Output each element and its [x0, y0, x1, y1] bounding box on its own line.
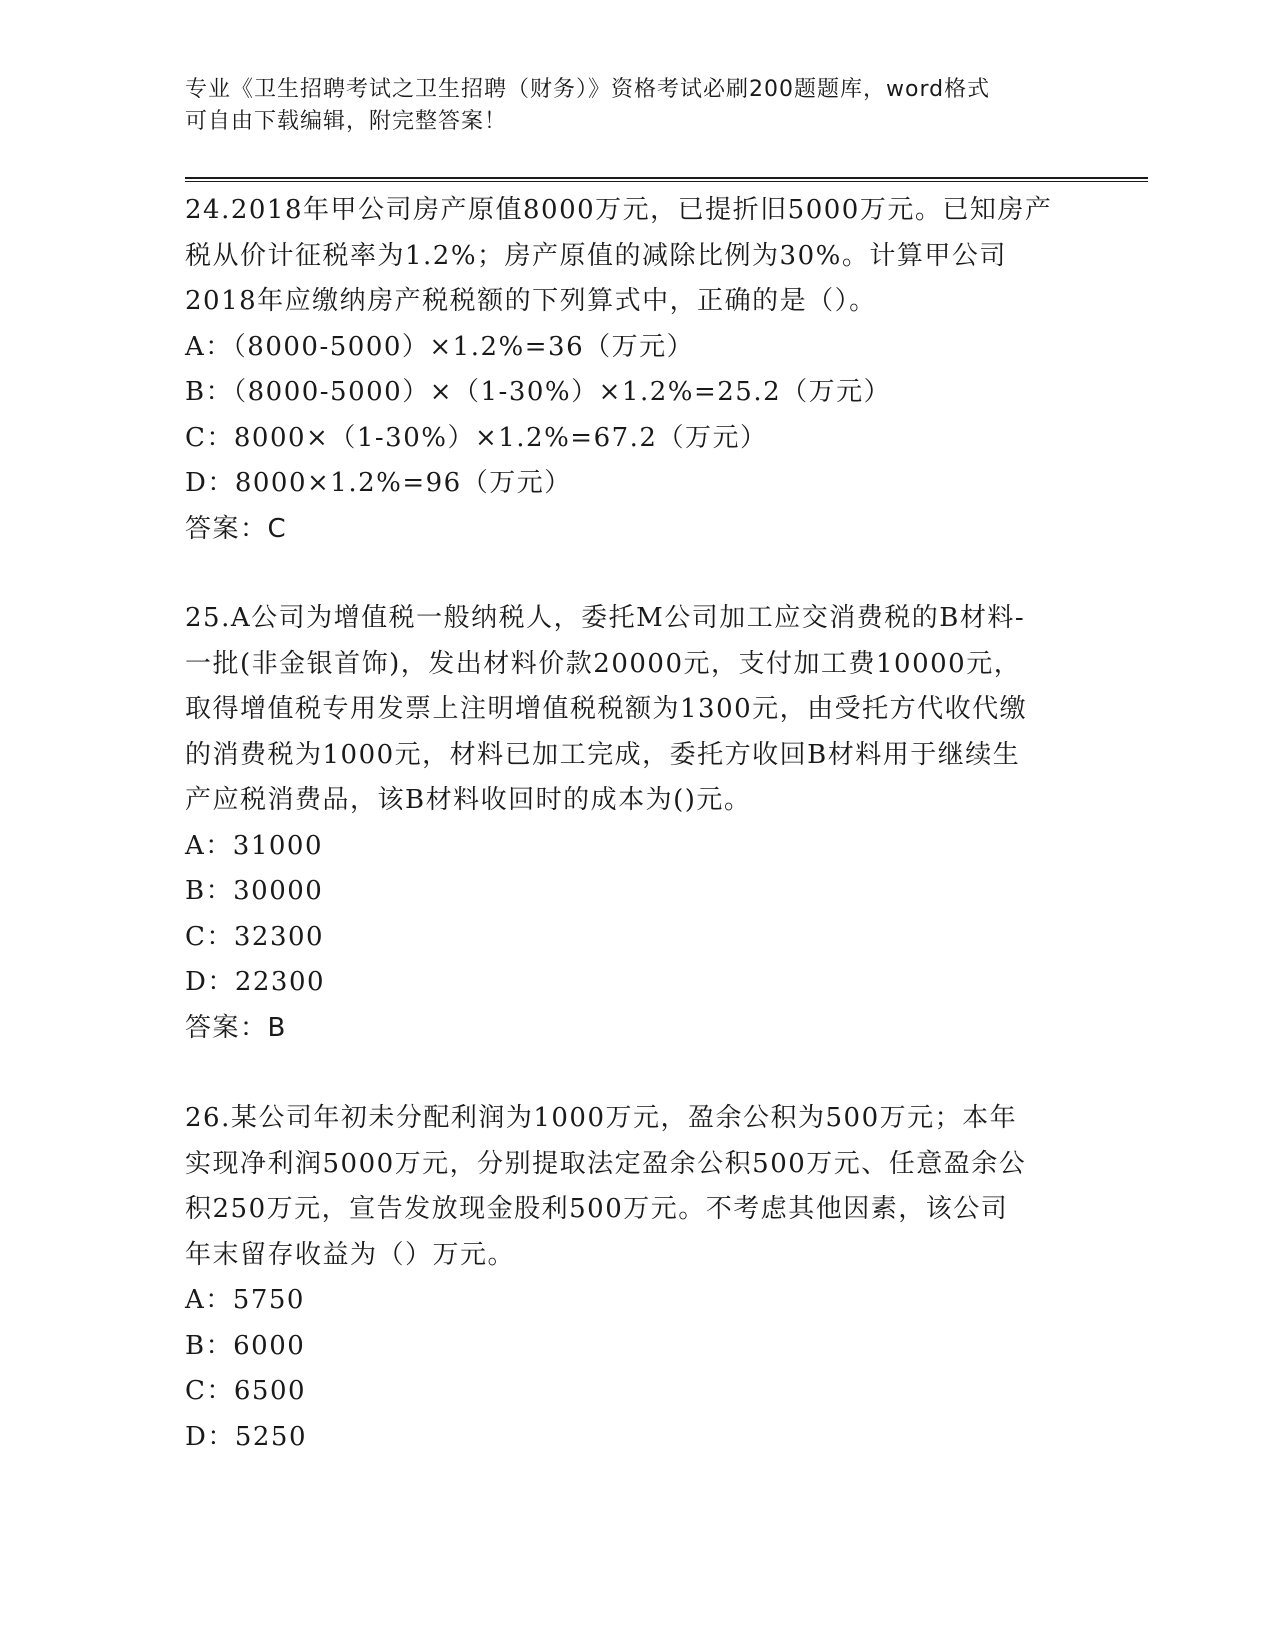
option-a: A：（8000-5000）×1.2%=36（万元）: [185, 331, 695, 362]
header-line-1: 专业《卫生招聘考试之卫生招聘（财务）》资格考试必刷200题题库，word格式: [185, 77, 991, 102]
option-b: B：6000: [185, 1330, 306, 1361]
option-a: A：5750: [185, 1285, 305, 1315]
question-line: 实现净利润5000万元，分别提取法定盈余公积500万元、任意盈余公: [185, 1148, 1027, 1179]
header-divider-thick: [185, 177, 1148, 179]
option-a: A：31000: [185, 830, 323, 861]
question-line: 的消费税为1000元，材料已加工完成，委托方收回B材料用于继续生: [185, 739, 1021, 770]
question-line: 年末留存收益为（）万元。: [185, 1239, 516, 1270]
option-c: C：8000×（1-30%）×1.2%=67.2（万元）: [185, 422, 768, 453]
answer: 答案：C: [185, 513, 288, 544]
question-25: [185, 596, 1085, 1051]
question-line: 25.A公司为增值税一般纳税人，委托M公司加工应交消费税的B材料-: [185, 603, 1026, 633]
option-d: D：5250: [185, 1421, 308, 1452]
question-line: 26.某公司年初未分配利润为1000万元，盈余公积为500万元；本年: [185, 1103, 1018, 1133]
question-line: 24.2018年甲公司房产原值8000万元，已提折旧5000万元。已知房产: [185, 195, 1053, 225]
option-c: C：32300: [185, 921, 325, 952]
question-line: 2018年应缴纳房产税税额的下列算式中，正确的是（）。: [185, 286, 877, 316]
document-header: [185, 74, 1065, 138]
question-line: 一批(非金银首饰)，发出材料价款20000元，支付加工费10000元，: [185, 648, 1022, 679]
option-c: C：6500: [185, 1376, 307, 1406]
question-line: 税从价计征税率为1.2%；房产原值的减除比例为30%。计算甲公司: [185, 240, 1007, 271]
question-line: 产应税消费品，该B材料收回时的成本为()元。: [185, 785, 752, 815]
question-line: 积250万元，宣告发放现金股利500万元。不考虑其他因素，该公司: [185, 1194, 1009, 1224]
option-d: D：22300: [185, 967, 326, 997]
option-d: D：8000×1.2%=96（万元）: [185, 468, 572, 498]
question-line: 取得增值税专用发票上注明增值税税额为1300元，由受托方代收代缴: [185, 694, 1028, 724]
option-b: B：30000: [185, 876, 324, 906]
answer: 答案：B: [185, 1012, 287, 1043]
question-24: [185, 188, 1085, 552]
header-line-2: 可自由下载编辑，附完整答案！: [185, 109, 508, 134]
question-26: [185, 1096, 1085, 1460]
header-divider-thin: [185, 181, 1148, 182]
option-b: B：（8000-5000）×（1-30%）×1.2%=25.2（万元）: [185, 377, 892, 407]
